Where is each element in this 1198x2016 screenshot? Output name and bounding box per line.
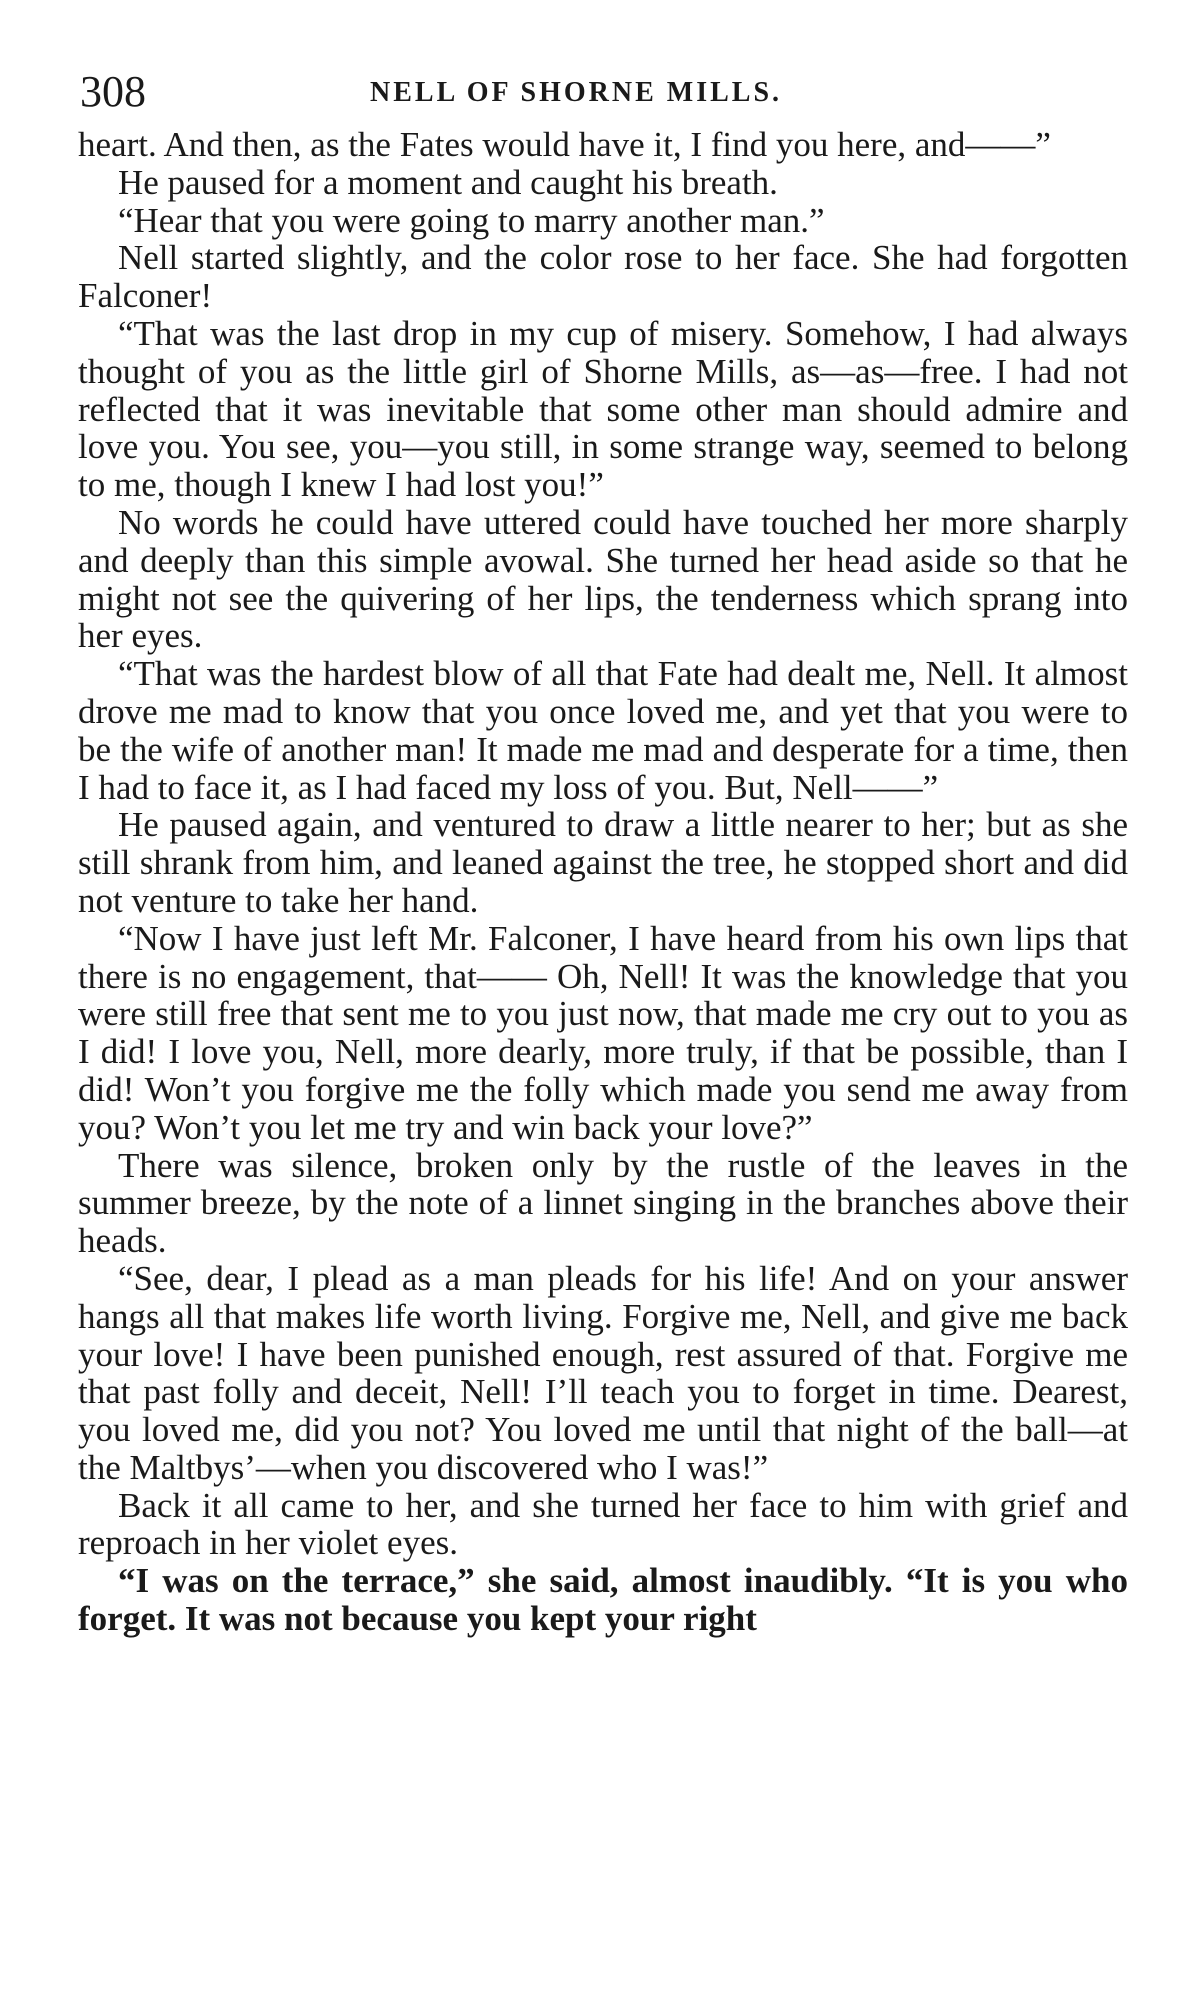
paragraph: “That was the last drop in my cup of misery. Somehow, I had always thought of you as the little girl of Shorne Mills, as—as—free. I had not reflected that it was inevitable that some other man should admire and love you. You see, you—you still, in some strange way, seemed to belong to me, though I knew I had lost you!” — [78, 313, 1128, 505]
paragraph: heart. And then, as the Fates would have it, I find you here, and——” — [78, 125, 1051, 164]
paragraph: No words he could have uttered could have touched her more sharply and deeply than this simple avowal. She turned her head aside so that he might not see the quivering of her lips, the tenderness which sprang into her eyes. — [78, 502, 1128, 656]
paragraph: Nell started slightly, and the color rose to her face. She had forgotten Falconer! — [78, 238, 1128, 316]
paragraph: “Hear that you were going to marry another man.” — [118, 200, 825, 240]
paragraph: “That was the hardest blow of all that Fate had dealt me, Nell. It almost drove me mad to know that you once loved me, and yet that you were to be the wife of another man! It made me mad and desperate for a time, then I had to face it, as I had faced my loss of you. But, Nell——” — [78, 654, 1128, 807]
paragraph: He paused for a moment and caught his breath. — [118, 162, 778, 202]
paragraph: There was silence, broken only by the rustle of the leaves in the summer breeze, by the note of a linnet singing in the branches above their heads. — [78, 1145, 1128, 1261]
page-header — [80, 62, 1130, 122]
paragraph: “See, dear, I plead as a man pleads for his life! And on your answer hangs all that makes life worth living. Forgive me, Nell, and give me back your love! I have been punished enough, rest assured of that. Forgive me that past folly and deceit, Nell! I’ll teach you to forget in time. Dearest, you loved me, did you not? You loved me until that night of the ball—at the Maltbys’—when you discovered who I was!” — [78, 1258, 1128, 1487]
paragraph: Back it all came to her, and she turned her face to him with grief and reproach in her violet eyes. — [78, 1485, 1128, 1563]
paragraph: “I was on the terrace,” she said, almost inaudibly. “It is you who forget. It was not because you kept your right — [78, 1561, 1128, 1639]
paragraph: “Now I have just left Mr. Falconer, I have heard from his own lips that there is no engagement, that—— Oh, Nell! It was the knowledge that you were still free that sent me to you just now, that made me cry out to you as I did! I love you, Nell, more dearly, more truly, if that be possible, than I did! Won’t you forgive me the folly which made you send me away from you? Won’t you let me try and win back your love?” — [78, 918, 1128, 1147]
running-title: NELL OF SHORNE MILLS. — [370, 77, 783, 108]
body-text — [78, 126, 1128, 1638]
paragraph: He paused again, and ventured to draw a little nearer to her; but as she still shrank from him, and leaned against the tree, he stopped short and did not venture to take her hand. — [78, 805, 1128, 920]
page-number: 308 — [80, 67, 146, 116]
